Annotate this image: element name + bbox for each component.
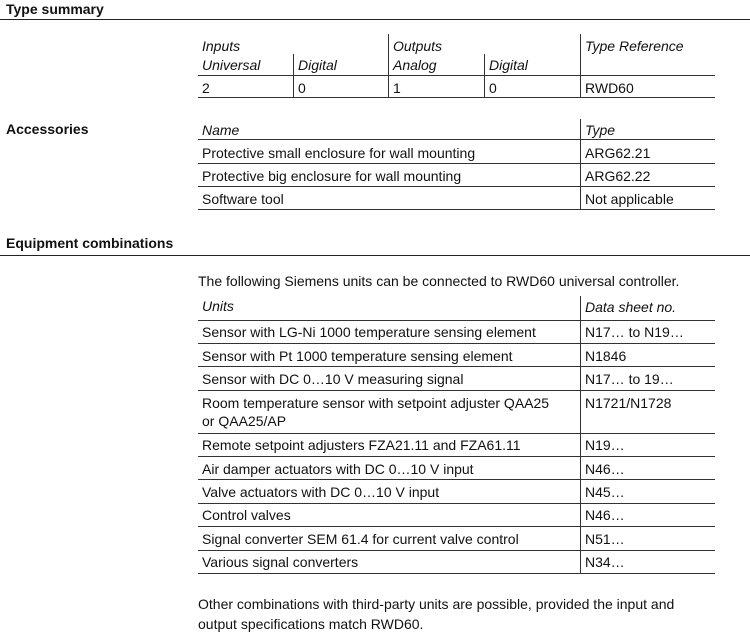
- accessory-type: ARG62.22: [585, 168, 651, 184]
- table-divider: [484, 54, 485, 98]
- unit-name: Sensor with Pt 1000 temperature sensing element: [202, 348, 513, 364]
- table-rule: [198, 320, 715, 321]
- unit-name: Valve actuators with DC 0…10 V input: [202, 484, 440, 500]
- datasheet-number: N51…: [585, 531, 625, 547]
- table-divider: [580, 296, 581, 574]
- table-rule: [198, 75, 715, 76]
- table-rule: [198, 479, 715, 480]
- table-rule: [198, 186, 715, 187]
- value-digital-out: 0: [489, 80, 497, 96]
- unit-name: Sensor with LG-Ni 1000 temperature sensing element: [202, 324, 536, 340]
- table-rule: [198, 163, 715, 164]
- accessory-type: Not applicable: [585, 191, 674, 207]
- equipment-intro: The following Siemens units can be connected to RWD60 universal controller.: [198, 273, 680, 289]
- datasheet-number: N17… to 19…: [585, 371, 674, 387]
- table-rule: [198, 550, 715, 551]
- table-divider: [388, 34, 389, 98]
- header-type-reference: Type Reference: [585, 38, 684, 54]
- accessory-type: ARG62.21: [585, 145, 651, 161]
- type-summary-heading: Type summary: [6, 1, 104, 17]
- table-rule: [198, 433, 715, 434]
- table-divider: [580, 34, 581, 98]
- value-universal: 2: [202, 80, 210, 96]
- accessories-heading: Accessories: [6, 121, 89, 137]
- section-divider: [0, 19, 750, 20]
- header-type: Type: [585, 122, 616, 138]
- datasheet-number: N34…: [585, 554, 625, 570]
- table-rule: [198, 573, 715, 574]
- table-rule: [198, 390, 715, 391]
- table-divider: [580, 119, 581, 210]
- unit-name: Various signal converters: [202, 554, 359, 570]
- datasheet-number: N19…: [585, 437, 625, 453]
- table-rule: [198, 456, 715, 457]
- datasheet-number: N45…: [585, 484, 625, 500]
- header-digital-in: Digital: [298, 57, 337, 73]
- accessory-name: Software tool: [202, 191, 284, 207]
- table-rule: [198, 526, 715, 527]
- table-rule: [198, 97, 715, 98]
- header-analog: Analog: [393, 57, 437, 73]
- datasheet-number: N17… to N19…: [585, 324, 684, 340]
- footer-line: output specifications match RWD60.: [198, 616, 424, 632]
- unit-name: Room temperature sensor with setpoint adjuster QAA25: [202, 395, 550, 411]
- footer-line: Other combinations with third-party units are possible, provided the input and: [198, 596, 675, 612]
- value-type-reference: RWD60: [585, 80, 634, 96]
- table-rule: [198, 209, 715, 210]
- unit-name: Signal converter SEM 61.4 for current valve control: [202, 531, 519, 547]
- accessory-name: Protective big enclosure for wall mounting: [202, 168, 462, 184]
- equipment-heading: Equipment combinations: [6, 235, 174, 251]
- header-name: Name: [202, 122, 240, 138]
- unit-name: Control valves: [202, 507, 291, 523]
- header-datasheet: Data sheet no.: [585, 299, 677, 315]
- datasheet-number: N46…: [585, 461, 625, 477]
- unit-name-continued: or QAA25/AP: [202, 413, 287, 429]
- datasheet-number: N46…: [585, 507, 625, 523]
- header-digital-out: Digital: [489, 57, 528, 73]
- header-universal: Universal: [202, 57, 261, 73]
- table-rule: [198, 366, 715, 367]
- datasheet-number: N1846: [585, 348, 627, 364]
- value-analog: 1: [393, 80, 401, 96]
- header-outputs: Outputs: [393, 38, 443, 54]
- accessory-name: Protective small enclosure for wall mounting: [202, 145, 476, 161]
- datasheet-number: N1721/N1728: [585, 395, 672, 411]
- unit-name: Sensor with DC 0…10 V measuring signal: [202, 371, 464, 387]
- table-rule: [198, 343, 715, 344]
- header-inputs: Inputs: [202, 38, 241, 54]
- unit-name: Air damper actuators with DC 0…10 V input: [202, 461, 474, 477]
- equipment-footer-note: [198, 594, 674, 634]
- table-rule: [198, 503, 715, 504]
- table-rule: [198, 139, 715, 140]
- table-divider: [293, 54, 294, 98]
- section-divider: [0, 255, 750, 256]
- unit-name: Remote setpoint adjusters FZA21.11 and FZA61.11: [202, 437, 521, 453]
- value-digital-in: 0: [298, 80, 306, 96]
- header-units: Units: [202, 298, 234, 314]
